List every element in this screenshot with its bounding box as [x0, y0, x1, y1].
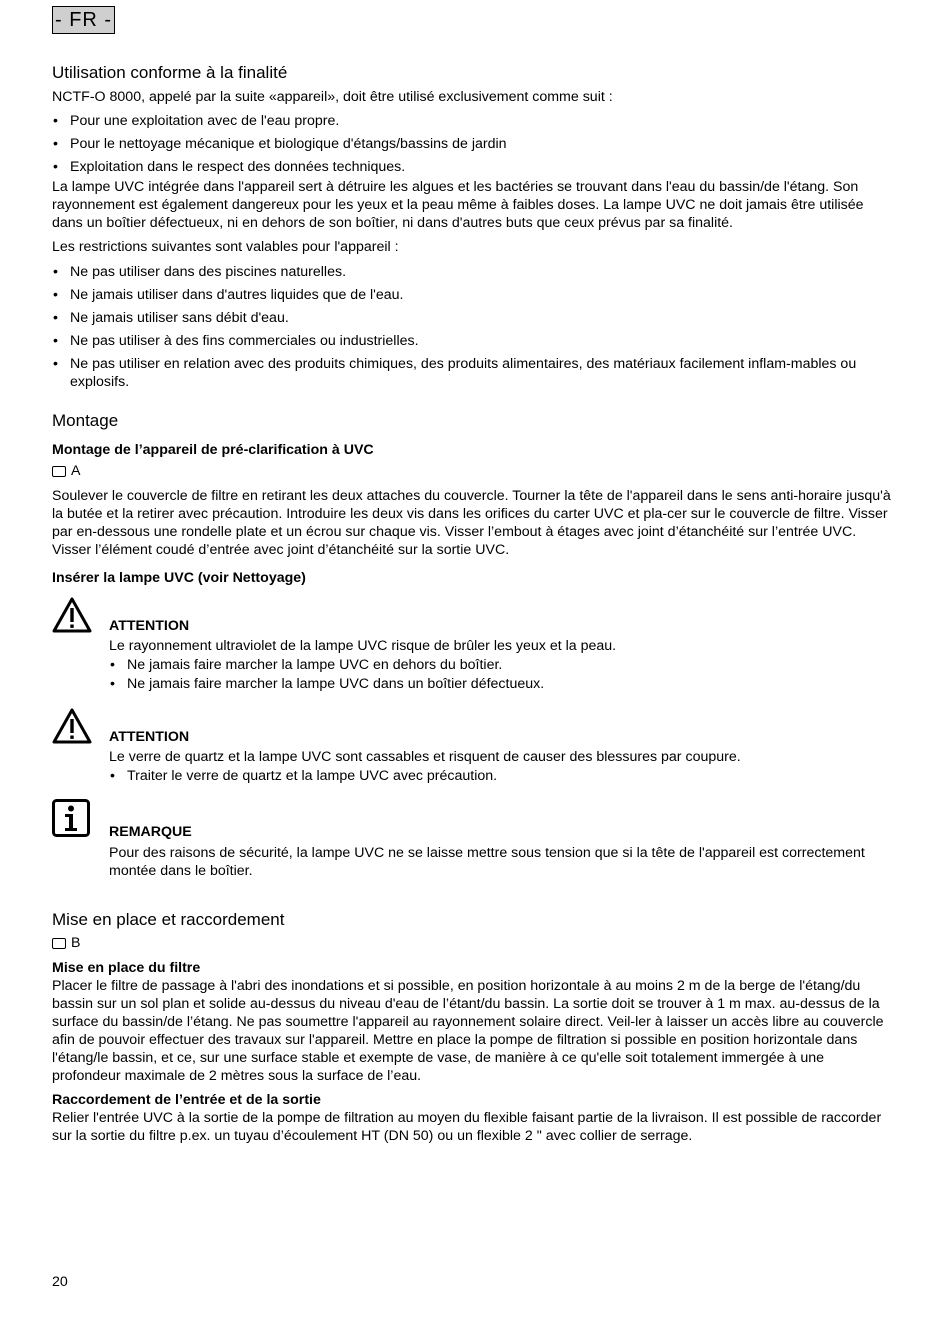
section-placement — [52, 909, 892, 1145]
connect-paragraph: Relier l'entrée UVC à la sortie de la pompe de filtration au moyen du flexible faisant partie de la livraison. Il est possible de raccorder sur la sortie du filtre p.ex. un tuyau d’écoulement HT (DN 50) ou un flexible 2 " avec collier de serrage. — [52, 1110, 882, 1144]
section-montage — [52, 410, 892, 880]
attention-title: ATTENTION — [109, 618, 190, 634]
figure-reference-b — [52, 934, 892, 952]
language-tag: - FR - — [52, 6, 115, 34]
remark-notice — [52, 799, 892, 880]
list-item: • Traiter le verre de quartz et la lampe UVC avec précaution. — [109, 767, 892, 785]
list-item: • Exploitation dans le respect des données techniques. — [52, 158, 892, 176]
figure-reference-a — [52, 462, 892, 480]
filter-paragraph: Placer le filtre de passage à l'abri des inondations et si possible, en position horizontale à au moins 2 m de la berge de l'étang/du bassin sur un sol plan et solide au-dessus du niveau d'eau de l’étant/du bassin. La sortie doit se trouver à 1 m max. au-dessus de la surface du bassin/de l’étang. Ne pas soumettre l'appareil au rayonnement solaire direct. Veil-ler à laisser un accès libre au couvercle afin de pouvoir effectuer des travaux sur l'appareil. Mettre en place la pompe de filtration si possible en position horizontale dans l'étang/le bassin, et ce, sur une surface stable et exempte de vase, de manière à ce qu'elle soit totalement immergée à une profondeur maximale de 2 mètres sous la surface de l’eau. — [52, 978, 884, 1084]
figure-label: A — [71, 463, 81, 479]
attention-list — [109, 767, 892, 785]
list-item: • Ne pas utiliser à des fins commerciales ou industrielles. — [52, 332, 892, 350]
page-number: 20 — [52, 1274, 68, 1290]
remark-text: Pour des raisons de sécurité, la lampe UVC ne se laisse mettre sous tension que si la tête de l'appareil est correctement montée dans le boîtier. — [109, 845, 865, 879]
attention-notice-2 — [52, 708, 892, 785]
list-item: • Pour une exploitation avec de l'eau propre. — [52, 112, 892, 130]
document-page — [52, 6, 892, 1145]
section-montage-title: Montage — [52, 411, 119, 430]
figure-icon — [52, 938, 66, 949]
list-item: • Ne jamais faire marcher la lampe UVC en dehors du boîtier. — [109, 656, 892, 674]
section-placement-title: Mise en place et raccordement — [52, 910, 285, 929]
warning-icon — [52, 708, 92, 749]
connect-subtitle: Raccordement de l’entrée et de la sortie — [52, 1092, 321, 1108]
list-item: • Ne pas utiliser en relation avec des produits chimiques, des produits alimentaires, des matériaux facilement inflam-mables ou explosifs. — [52, 355, 892, 391]
filter-subtitle: Mise en place du filtre — [52, 960, 201, 976]
figure-label: B — [71, 935, 81, 951]
list-item: • Ne jamais utiliser sans débit d'eau. — [52, 309, 892, 327]
restrictions-intro: Les restrictions suivantes sont valables pour l'appareil : — [52, 239, 399, 255]
warning-icon — [52, 597, 92, 638]
figure-icon — [52, 466, 66, 477]
list-item: • Ne pas utiliser dans des piscines naturelles. — [52, 263, 892, 281]
restrictions-list — [52, 263, 892, 391]
lamp-paragraph: La lampe UVC intégrée dans l'appareil sert à détruire les algues et les bactéries se trouvant dans l'eau du bassin/de l'étang. Son rayonnement est également dangereux pour les yeux et la peau même à faibles doses. La lampe UVC ne doit jamais être utilisée dans un boîtier défectueux, ni en dehors de son boîtier, ni dans d'autres buts que ceux prévus par sa finalité. — [52, 179, 864, 231]
attention-text: Le verre de quartz et la lampe UVC sont cassables et risquent de causer des blessures par coupure. — [109, 749, 741, 765]
montage-paragraph: Soulever le couvercle de filtre en retirant les deux attaches du couvercle. Tourner la tête de l'appareil dans le sens anti-horaire jusqu'à la butée et la retirer avec précaution. Introduire les deux vis dans les orifices du carter UVC et pla-cer sur le couvercle de filtre. Visser par en-dessous une rondelle plate et un écrou sur chaque vis. Visser l’embout à étages avec joint d’étanchéité sur l’entrée UVC. Visser l’élément coudé d’entrée avec joint d’étanchéité sur la sortie UVC. — [52, 488, 891, 558]
list-item: • Ne jamais faire marcher la lampe UVC dans un boîtier défectueux. — [109, 675, 892, 693]
attention-list — [109, 656, 892, 693]
remark-title: REMARQUE — [109, 824, 192, 840]
usage-list — [52, 112, 892, 176]
section-usage — [52, 62, 892, 391]
info-icon — [52, 799, 90, 842]
montage-subtitle: Montage de l’appareil de pré-clarification à UVC — [52, 442, 374, 458]
attention-text: Le rayonnement ultraviolet de la lampe UVC risque de brûler les yeux et la peau. — [109, 638, 617, 654]
lamp-subtitle: Insérer la lampe UVC (voir Nettoyage) — [52, 570, 306, 586]
list-item: • Pour le nettoyage mécanique et biologique d'étangs/bassins de jardin — [52, 135, 892, 153]
list-item: • Ne jamais utiliser dans d'autres liquides que de l'eau. — [52, 286, 892, 304]
attention-notice-1 — [52, 597, 892, 693]
usage-intro: NCTF-O 8000, appelé par la suite «appareil», doit être utilisé exclusivement comme suit : — [52, 89, 613, 105]
attention-title: ATTENTION — [109, 729, 190, 745]
section-usage-title: Utilisation conforme à la finalité — [52, 63, 288, 82]
